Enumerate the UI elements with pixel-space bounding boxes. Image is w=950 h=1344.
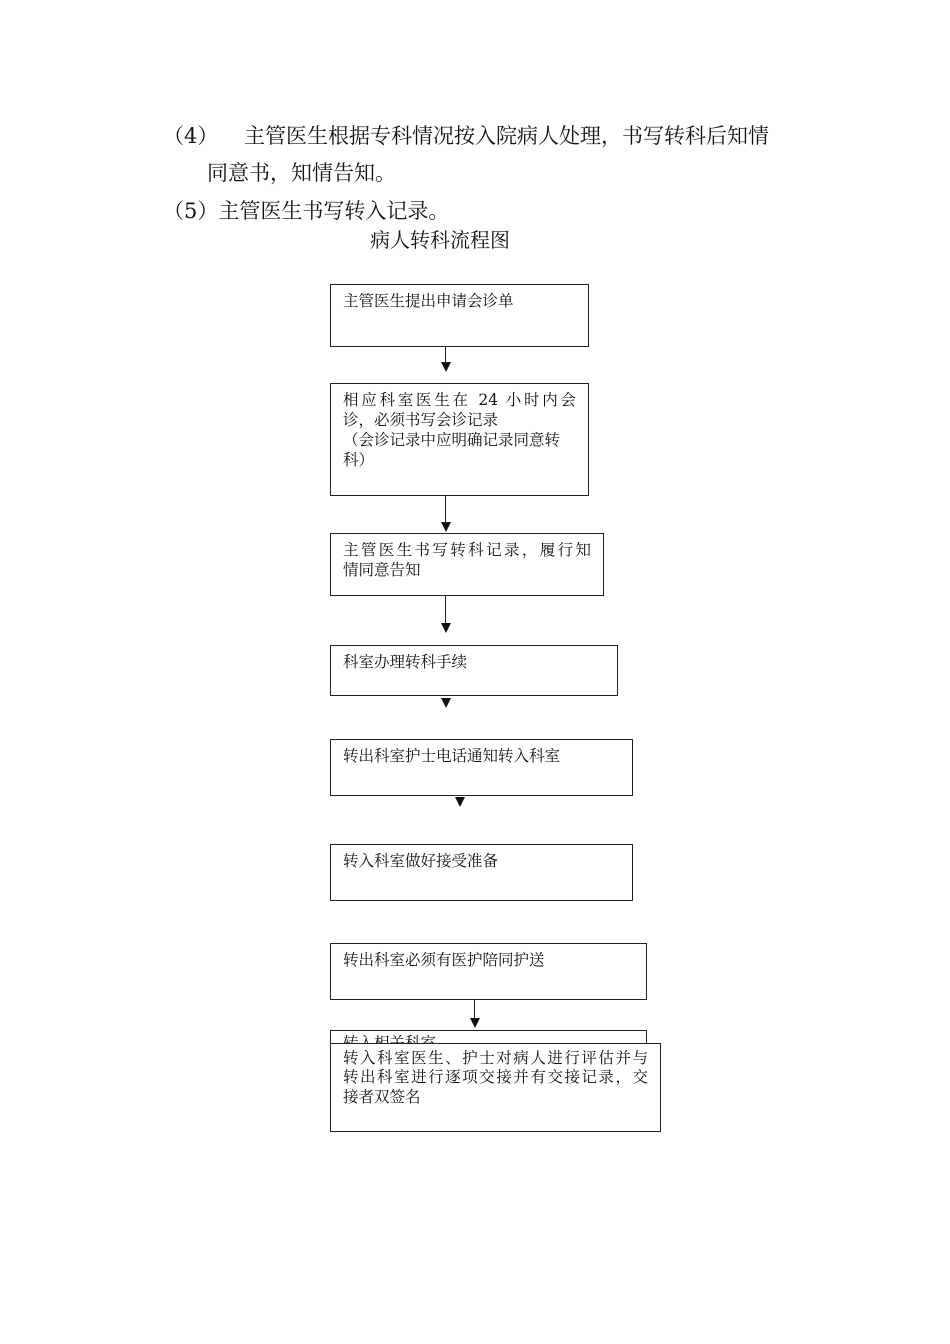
flow-step-6-text: 转入科室做好接受准备 bbox=[343, 852, 499, 870]
flow-step-2-line-3: （会诊记录中应明确记录同意转 bbox=[343, 431, 561, 450]
flow-step-6 bbox=[330, 844, 633, 901]
flow-step-9 bbox=[330, 1043, 661, 1132]
flow-step-9-line-2: 转出科室进行逐项交接并有交接记录，交 bbox=[343, 1068, 648, 1087]
flow-step-9-line-3: 接者双签名 bbox=[343, 1087, 421, 1106]
connector-2-line bbox=[445, 496, 446, 524]
paragraph-5: （5）主管医生书写转入记录。 bbox=[163, 199, 450, 223]
flow-step-2-line-2: 诊，必须书写会诊记录 bbox=[343, 411, 499, 430]
paragraph-4-line-2: 同意书，知情告知。 bbox=[207, 161, 396, 185]
arrow-down-icon bbox=[441, 362, 451, 372]
arrow-down-icon bbox=[441, 522, 451, 532]
arrow-down-icon bbox=[441, 698, 451, 708]
flow-step-3-line-1: 主管医生书写转科记录，履行知 bbox=[343, 541, 591, 559]
paragraph-4-line-1: 主管医生根据专科情况按入院病人处理，书写转科后知情 bbox=[244, 124, 769, 148]
flow-step-7 bbox=[330, 943, 647, 1000]
flow-step-2-line-4: 科） bbox=[343, 451, 375, 470]
arrow-down-icon bbox=[455, 797, 465, 807]
flow-step-2 bbox=[330, 383, 589, 496]
flow-step-5-text: 转出科室护士电话通知转入科室 bbox=[343, 747, 561, 765]
flow-step-5 bbox=[330, 739, 633, 796]
arrow-down-icon bbox=[470, 1018, 480, 1028]
flow-step-3 bbox=[330, 533, 604, 596]
flow-step-1-text: 主管医生提出申请会诊单 bbox=[343, 292, 514, 310]
flow-step-9-line-1: 转入科室医生、护士对病人进行评估并与 bbox=[343, 1049, 648, 1067]
flow-step-7-text: 转出科室必须有医护陪同护送 bbox=[343, 951, 545, 969]
arrow-down-icon bbox=[441, 623, 451, 633]
flow-step-1 bbox=[330, 284, 589, 347]
connector-7-line bbox=[474, 1000, 475, 1020]
flow-step-4 bbox=[330, 645, 618, 696]
paragraph-4-number: （4） bbox=[163, 124, 219, 148]
flow-step-3-line-2: 情同意告知 bbox=[343, 561, 421, 580]
flow-step-4-text: 科室办理转科手续 bbox=[343, 653, 468, 671]
flowchart-title: 病人转科流程图 bbox=[370, 228, 510, 252]
flow-step-2-line-1: 相应科室医生在 24 小时内会 bbox=[343, 391, 576, 409]
connector-3-line bbox=[445, 596, 446, 625]
